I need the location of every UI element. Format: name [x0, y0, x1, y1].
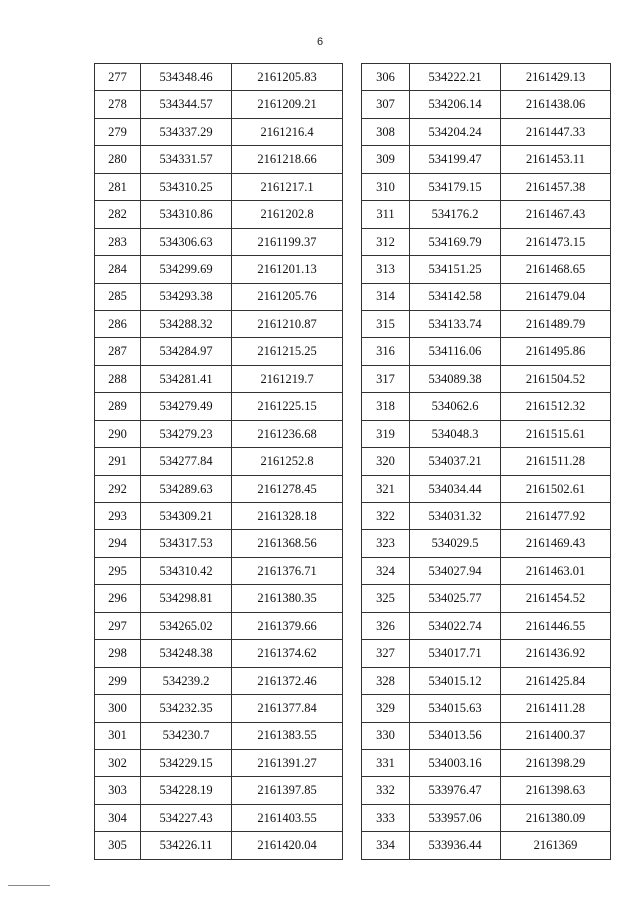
point-number-cell: 284 [95, 256, 141, 283]
x-coordinate-cell: 534089.38 [410, 365, 501, 392]
point-number-cell: 282 [95, 201, 141, 228]
point-number-cell: 307 [362, 91, 410, 118]
x-coordinate-cell: 534265.02 [141, 612, 232, 639]
point-number-cell: 314 [362, 283, 410, 310]
y-coordinate-cell: 2161278.45 [232, 475, 343, 502]
x-coordinate-cell: 534306.63 [141, 228, 232, 255]
table-row [95, 146, 343, 173]
point-number-cell: 334 [362, 832, 410, 859]
point-number-cell: 330 [362, 722, 410, 749]
y-coordinate-cell: 2161489.79 [501, 310, 611, 337]
table-row [95, 283, 343, 310]
table-row [95, 612, 343, 639]
y-coordinate-cell: 2161219.7 [232, 365, 343, 392]
y-coordinate-cell: 2161511.28 [501, 448, 611, 475]
x-coordinate-cell: 533957.06 [410, 804, 501, 831]
x-coordinate-cell: 533976.47 [410, 777, 501, 804]
y-coordinate-cell: 2161215.25 [232, 338, 343, 365]
point-number-cell: 323 [362, 530, 410, 557]
y-coordinate-cell: 2161225.15 [232, 393, 343, 420]
point-number-cell: 300 [95, 695, 141, 722]
table-row [95, 393, 343, 420]
y-coordinate-cell: 2161479.04 [501, 283, 611, 310]
x-coordinate-cell: 534348.46 [141, 64, 232, 91]
y-coordinate-cell: 2161397.85 [232, 777, 343, 804]
table-row [95, 338, 343, 365]
table-row [362, 393, 611, 420]
x-coordinate-cell: 534179.15 [410, 173, 501, 200]
point-number-cell: 332 [362, 777, 410, 804]
x-coordinate-cell: 534228.19 [141, 777, 232, 804]
point-number-cell: 305 [95, 832, 141, 859]
point-number-cell: 279 [95, 118, 141, 145]
y-coordinate-cell: 2161400.37 [501, 722, 611, 749]
x-coordinate-cell: 534281.41 [141, 365, 232, 392]
table-row [362, 832, 611, 859]
x-coordinate-cell: 534015.12 [410, 667, 501, 694]
x-coordinate-cell: 534133.74 [410, 310, 501, 337]
table-row [362, 173, 611, 200]
y-coordinate-cell: 2161463.01 [501, 557, 611, 584]
table-row [362, 365, 611, 392]
point-number-cell: 280 [95, 146, 141, 173]
x-coordinate-cell: 534022.74 [410, 612, 501, 639]
y-coordinate-cell: 2161411.28 [501, 695, 611, 722]
y-coordinate-cell: 2161502.61 [501, 475, 611, 502]
point-number-cell: 301 [95, 722, 141, 749]
table-row [95, 557, 343, 584]
y-coordinate-cell: 2161512.32 [501, 393, 611, 420]
table-row [362, 256, 611, 283]
x-coordinate-cell: 534151.25 [410, 256, 501, 283]
point-number-cell: 325 [362, 585, 410, 612]
point-number-cell: 310 [362, 173, 410, 200]
footer-rule [8, 885, 50, 886]
table-row [362, 448, 611, 475]
table-row [362, 64, 611, 91]
x-coordinate-cell: 534227.43 [141, 804, 232, 831]
point-number-cell: 308 [362, 118, 410, 145]
table-row [362, 640, 611, 667]
point-number-cell: 302 [95, 749, 141, 776]
y-coordinate-cell: 2161454.52 [501, 585, 611, 612]
x-coordinate-cell: 534298.81 [141, 585, 232, 612]
point-number-cell: 297 [95, 612, 141, 639]
page-number: 6 [316, 36, 324, 48]
x-coordinate-cell: 534239.2 [141, 667, 232, 694]
y-coordinate-cell: 2161210.87 [232, 310, 343, 337]
point-number-cell: 319 [362, 420, 410, 447]
table-row [95, 118, 343, 145]
table-row [95, 201, 343, 228]
point-number-cell: 286 [95, 310, 141, 337]
y-coordinate-cell: 2161372.46 [232, 667, 343, 694]
table-row [95, 91, 343, 118]
x-coordinate-cell: 534232.35 [141, 695, 232, 722]
table-row [95, 804, 343, 831]
table-row [95, 530, 343, 557]
x-coordinate-cell: 534293.38 [141, 283, 232, 310]
y-coordinate-cell: 2161218.66 [232, 146, 343, 173]
table-row [95, 420, 343, 447]
x-coordinate-cell: 534037.21 [410, 448, 501, 475]
x-coordinate-cell: 534331.57 [141, 146, 232, 173]
table-row [362, 777, 611, 804]
table-row [95, 749, 343, 776]
point-number-cell: 283 [95, 228, 141, 255]
x-coordinate-cell: 534017.71 [410, 640, 501, 667]
y-coordinate-cell: 2161328.18 [232, 503, 343, 530]
x-coordinate-cell: 534344.57 [141, 91, 232, 118]
x-coordinate-cell: 534025.77 [410, 585, 501, 612]
point-number-cell: 333 [362, 804, 410, 831]
y-coordinate-cell: 2161468.65 [501, 256, 611, 283]
y-coordinate-cell: 2161202.8 [232, 201, 343, 228]
point-number-cell: 281 [95, 173, 141, 200]
point-number-cell: 331 [362, 749, 410, 776]
point-number-cell: 293 [95, 503, 141, 530]
x-coordinate-cell: 534169.79 [410, 228, 501, 255]
point-number-cell: 299 [95, 667, 141, 694]
y-coordinate-cell: 2161467.43 [501, 201, 611, 228]
table-row [95, 667, 343, 694]
table-row [362, 201, 611, 228]
point-number-cell: 298 [95, 640, 141, 667]
point-number-cell: 322 [362, 503, 410, 530]
x-coordinate-cell: 534279.23 [141, 420, 232, 447]
point-number-cell: 296 [95, 585, 141, 612]
y-coordinate-cell: 2161205.76 [232, 283, 343, 310]
y-coordinate-cell: 2161457.38 [501, 173, 611, 200]
point-number-cell: 291 [95, 448, 141, 475]
x-coordinate-cell: 534048.3 [410, 420, 501, 447]
table-row [362, 503, 611, 530]
point-number-cell: 328 [362, 667, 410, 694]
y-coordinate-cell: 2161217.1 [232, 173, 343, 200]
y-coordinate-cell: 2161216.4 [232, 118, 343, 145]
table-row [362, 338, 611, 365]
point-number-cell: 289 [95, 393, 141, 420]
x-coordinate-cell: 534199.47 [410, 146, 501, 173]
point-number-cell: 329 [362, 695, 410, 722]
x-coordinate-cell: 534309.21 [141, 503, 232, 530]
y-coordinate-cell: 2161515.61 [501, 420, 611, 447]
y-coordinate-cell: 2161420.04 [232, 832, 343, 859]
table-row [95, 695, 343, 722]
point-number-cell: 278 [95, 91, 141, 118]
y-coordinate-cell: 2161199.37 [232, 228, 343, 255]
y-coordinate-cell: 2161403.55 [232, 804, 343, 831]
coordinates-table-right [361, 63, 611, 860]
table-row [362, 585, 611, 612]
x-coordinate-cell: 534229.15 [141, 749, 232, 776]
x-coordinate-cell: 534288.32 [141, 310, 232, 337]
table-row [95, 475, 343, 502]
point-number-cell: 312 [362, 228, 410, 255]
table-row [95, 365, 343, 392]
point-number-cell: 311 [362, 201, 410, 228]
y-coordinate-cell: 2161380.35 [232, 585, 343, 612]
point-number-cell: 327 [362, 640, 410, 667]
point-number-cell: 317 [362, 365, 410, 392]
table-row [95, 722, 343, 749]
y-coordinate-cell: 2161469.43 [501, 530, 611, 557]
table-row [362, 118, 611, 145]
y-coordinate-cell: 2161453.11 [501, 146, 611, 173]
x-coordinate-cell: 534034.44 [410, 475, 501, 502]
point-number-cell: 290 [95, 420, 141, 447]
y-coordinate-cell: 2161236.68 [232, 420, 343, 447]
table-row [362, 530, 611, 557]
x-coordinate-cell: 534337.29 [141, 118, 232, 145]
table-row [362, 612, 611, 639]
table-row [95, 640, 343, 667]
table-row [95, 256, 343, 283]
x-coordinate-cell: 534310.25 [141, 173, 232, 200]
x-coordinate-cell: 534299.69 [141, 256, 232, 283]
table-row [362, 475, 611, 502]
x-coordinate-cell: 534015.63 [410, 695, 501, 722]
x-coordinate-cell: 534230.7 [141, 722, 232, 749]
table-row [362, 146, 611, 173]
x-coordinate-cell: 534031.32 [410, 503, 501, 530]
table-row [362, 722, 611, 749]
y-coordinate-cell: 2161436.92 [501, 640, 611, 667]
x-coordinate-cell: 534310.86 [141, 201, 232, 228]
y-coordinate-cell: 2161201.13 [232, 256, 343, 283]
x-coordinate-cell: 534204.24 [410, 118, 501, 145]
x-coordinate-cell: 534284.97 [141, 338, 232, 365]
x-coordinate-cell: 534003.16 [410, 749, 501, 776]
table-row [362, 91, 611, 118]
table-row [95, 173, 343, 200]
point-number-cell: 292 [95, 475, 141, 502]
x-coordinate-cell: 534289.63 [141, 475, 232, 502]
y-coordinate-cell: 2161425.84 [501, 667, 611, 694]
y-coordinate-cell: 2161429.13 [501, 64, 611, 91]
table-row [362, 228, 611, 255]
y-coordinate-cell: 2161205.83 [232, 64, 343, 91]
y-coordinate-cell: 2161380.09 [501, 804, 611, 831]
table-row [362, 310, 611, 337]
point-number-cell: 321 [362, 475, 410, 502]
x-coordinate-cell: 533936.44 [410, 832, 501, 859]
point-number-cell: 303 [95, 777, 141, 804]
y-coordinate-cell: 2161209.21 [232, 91, 343, 118]
x-coordinate-cell: 534116.06 [410, 338, 501, 365]
table-row [95, 777, 343, 804]
table-row [95, 228, 343, 255]
table-row [95, 832, 343, 859]
table-row [362, 557, 611, 584]
y-coordinate-cell: 2161504.52 [501, 365, 611, 392]
table-row [362, 283, 611, 310]
y-coordinate-cell: 2161379.66 [232, 612, 343, 639]
x-coordinate-cell: 534029.5 [410, 530, 501, 557]
x-coordinate-cell: 534176.2 [410, 201, 501, 228]
y-coordinate-cell: 2161495.86 [501, 338, 611, 365]
point-number-cell: 316 [362, 338, 410, 365]
table-row [95, 64, 343, 91]
point-number-cell: 295 [95, 557, 141, 584]
x-coordinate-cell: 534226.11 [141, 832, 232, 859]
y-coordinate-cell: 2161383.55 [232, 722, 343, 749]
y-coordinate-cell: 2161368.56 [232, 530, 343, 557]
table-row [95, 310, 343, 337]
point-number-cell: 320 [362, 448, 410, 475]
y-coordinate-cell: 2161376.71 [232, 557, 343, 584]
y-coordinate-cell: 2161477.92 [501, 503, 611, 530]
x-coordinate-cell: 534279.49 [141, 393, 232, 420]
point-number-cell: 287 [95, 338, 141, 365]
table-row [362, 420, 611, 447]
table-row [362, 695, 611, 722]
y-coordinate-cell: 2161377.84 [232, 695, 343, 722]
y-coordinate-cell: 2161473.15 [501, 228, 611, 255]
point-number-cell: 324 [362, 557, 410, 584]
coordinates-table-left [94, 63, 343, 860]
point-number-cell: 306 [362, 64, 410, 91]
y-coordinate-cell: 2161398.63 [501, 777, 611, 804]
y-coordinate-cell: 2161447.33 [501, 118, 611, 145]
y-coordinate-cell: 2161438.06 [501, 91, 611, 118]
point-number-cell: 288 [95, 365, 141, 392]
y-coordinate-cell: 2161374.62 [232, 640, 343, 667]
x-coordinate-cell: 534013.56 [410, 722, 501, 749]
table-row [95, 448, 343, 475]
x-coordinate-cell: 534206.14 [410, 91, 501, 118]
x-coordinate-cell: 534277.84 [141, 448, 232, 475]
y-coordinate-cell: 2161369 [501, 832, 611, 859]
point-number-cell: 326 [362, 612, 410, 639]
point-number-cell: 285 [95, 283, 141, 310]
x-coordinate-cell: 534248.38 [141, 640, 232, 667]
x-coordinate-cell: 534310.42 [141, 557, 232, 584]
point-number-cell: 318 [362, 393, 410, 420]
point-number-cell: 315 [362, 310, 410, 337]
x-coordinate-cell: 534027.94 [410, 557, 501, 584]
point-number-cell: 309 [362, 146, 410, 173]
x-coordinate-cell: 534317.53 [141, 530, 232, 557]
table-row [95, 585, 343, 612]
y-coordinate-cell: 2161446.55 [501, 612, 611, 639]
point-number-cell: 277 [95, 64, 141, 91]
x-coordinate-cell: 534142.58 [410, 283, 501, 310]
table-row [362, 667, 611, 694]
point-number-cell: 304 [95, 804, 141, 831]
x-coordinate-cell: 534062.6 [410, 393, 501, 420]
table-row [95, 503, 343, 530]
point-number-cell: 313 [362, 256, 410, 283]
x-coordinate-cell: 534222.21 [410, 64, 501, 91]
table-row [362, 804, 611, 831]
table-row [362, 749, 611, 776]
y-coordinate-cell: 2161252.8 [232, 448, 343, 475]
y-coordinate-cell: 2161391.27 [232, 749, 343, 776]
point-number-cell: 294 [95, 530, 141, 557]
y-coordinate-cell: 2161398.29 [501, 749, 611, 776]
